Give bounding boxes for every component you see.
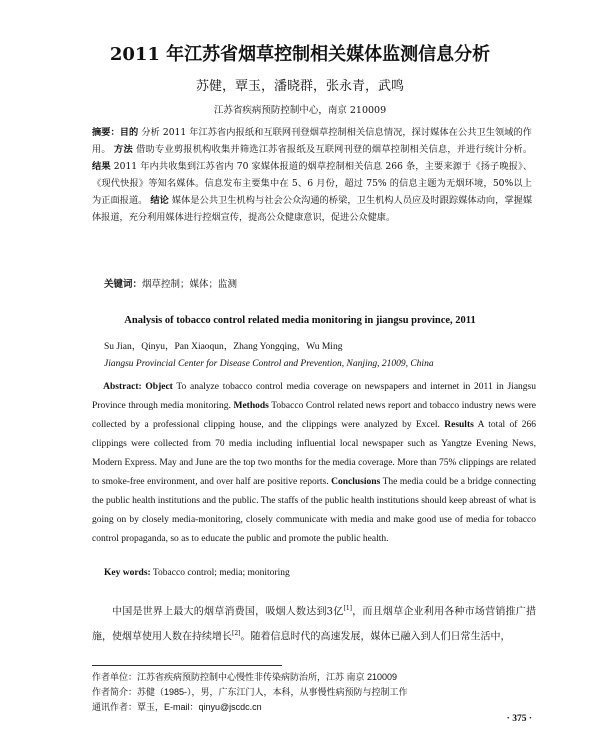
reference-2[interactable]: [2] [232, 630, 241, 638]
english-abstract [92, 378, 536, 549]
footnote-bio: 作者简介：苏健（1985-），男，广东江门人，本科，从事慢性病预防与控制工作 [92, 687, 408, 697]
keywords-en-label: Key words: [104, 568, 151, 578]
results-label: 结果 [92, 161, 111, 172]
keywords-en-text: Tobacco control; media; monitoring [152, 568, 290, 578]
objective-text: 分析 2011 年江苏省内报纸和互联网刊登烟草控制相关信息情况，探讨媒体在公共卫生领域的作用。 [92, 127, 532, 155]
english-title: Analysis of tobacco control related media monitoring in jiangsu province, 2011 [124, 315, 476, 326]
conclusion-label: 结论 [150, 195, 169, 206]
english-affiliation: Jiangsu Provincial Center for Disease Control and Prevention, Nanjing, 21009, China [104, 359, 434, 369]
footnote-unit: 作者单位：江苏省疾病预防控制中心慢性非传染病防治所，江苏 南京 210009 [92, 672, 398, 682]
body-text-3: 。随着信息时代的高速发展，媒体已融入到人们日常生活中， [240, 631, 511, 643]
methods-en-text: Tobacco Control related news report and tobacco industry news were collected by a professional clipping house, and the clippings were analyzed by Excel. [92, 401, 537, 430]
body-text-2: ，而且烟草企业利用各种市场营销推广措施，使烟草使用人数在持续增长 [92, 606, 536, 643]
objective-label: 目的 [119, 127, 139, 138]
paper-title: 2011 年江苏省烟草控制相关媒体监测信息分析 [109, 44, 491, 65]
results-en-label: Results [444, 420, 474, 430]
author-list: 苏健，覃玉，潘晓群，张永青，武鸣 [195, 79, 404, 94]
page-number: · 375 · [506, 714, 532, 724]
methods-text: 借助专业剪报机构收集并筛选江苏省报纸及互联网刊登的烟草控制相关信息，并进行统计分析。 [136, 144, 533, 155]
english-keywords [104, 568, 290, 578]
footnote-divider [92, 665, 282, 666]
conclusion-text: 媒体是公共卫生机构与社会公众沟通的桥梁，卫生机构人员应及时跟踪媒体动向，掌握媒体报道，充分利用媒体进行控烟宣传，提高公众健康意识，促进公众健康。 [92, 195, 533, 223]
results-text: 2011 年内共收集到江苏省内 70 家媒体报道的烟草控制相关信息 266 条，主要来源于《扬子晚报》、《现代快报》等知名媒体。信息发布主要集中在 5、6 月份，超过 75% 的信息主题为无烟环境，50%以上为正面报道。 [92, 161, 533, 206]
chinese-keywords [104, 276, 237, 290]
object-text: To analyze tobacco control media coverage on newspapers and internet in 2011 in Jiangsu Province through media monitoring. [92, 382, 536, 411]
abstract-en-label: Abstract: [103, 382, 142, 392]
keywords-text: 烟草控制；媒体；监测 [142, 279, 238, 290]
methods-label: 方法 [114, 144, 133, 155]
conclusions-en-label: Conclusions [331, 477, 381, 487]
keywords-label: 关键词： [104, 279, 143, 290]
chinese-abstract [92, 124, 532, 226]
body-text-1: 中国是世界上最大的烟草消费国，吸烟人数达到3亿 [112, 606, 344, 618]
abstract-label: 摘要： [92, 127, 120, 138]
english-authors: Su Jian，Qinyu，Pan Xiaoqun，Zhang Yongqing，Wu Ming [104, 342, 343, 352]
results-en-text: A total of 266 clippings were collected from 70 media including influential local newspaper such as Yangtze Evening News, Modern Express. May and June are the top two months for the media coverage. More than 75% clippings are related to smoke-free environment, and over half are positive reports. [92, 420, 536, 487]
body-paragraph [92, 598, 536, 649]
object-label: Object [145, 382, 173, 392]
affiliation: 江苏省疾病预防控制中心，南京 210009 [213, 105, 387, 116]
methods-en-label: Methods [233, 401, 269, 411]
conclusions-en-text: The media could be a bridge connecting the public health institutions and the public. The staffs of the public health institutions should keep abreast of what is going on by closely media-monitoring, closely communicate with media and make good use of media for tobacco control propaganda, so as to educate the public and promote the public health. [92, 477, 537, 544]
reference-1[interactable]: [1] [343, 605, 352, 612]
footnote-contact: 通讯作者：覃玉，E-mail：qinyu@jscdc.cn [92, 702, 262, 712]
